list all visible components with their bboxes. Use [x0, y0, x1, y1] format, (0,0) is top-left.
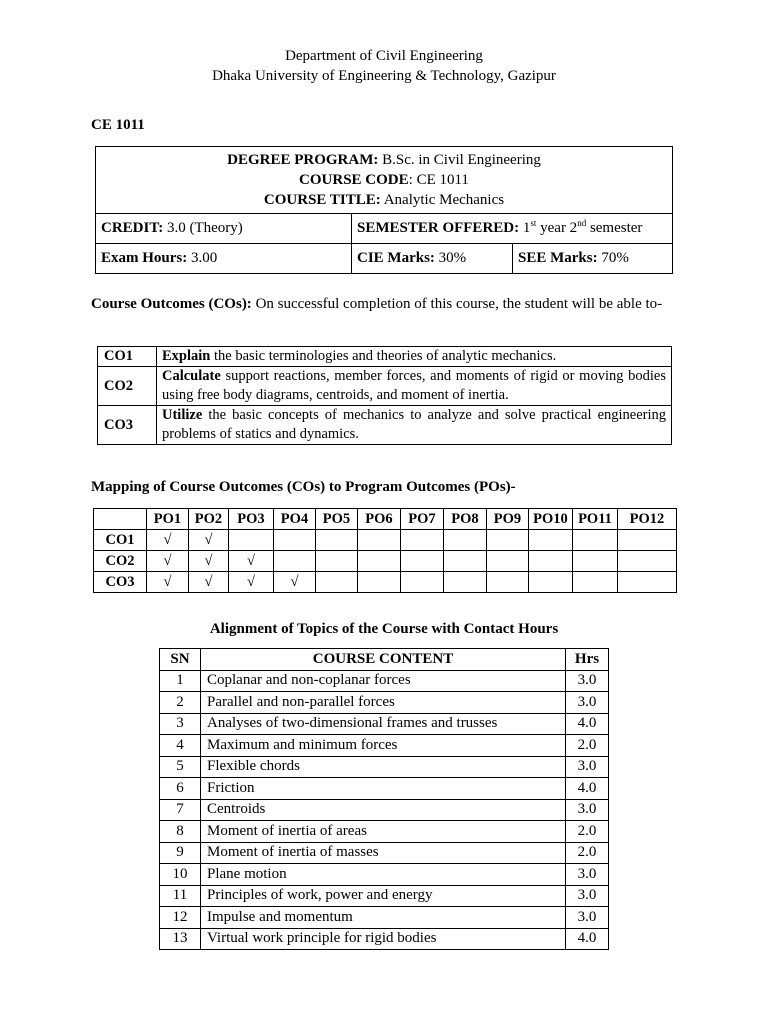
topic-sn: 8 [160, 821, 201, 843]
cie-value: 30% [438, 250, 467, 266]
topic-hours: 2.0 [566, 735, 609, 757]
mapping-cell: √ [147, 530, 189, 551]
mapping-cell: √ [229, 572, 274, 593]
topics-hours-table [159, 648, 609, 950]
co-po-mapping-table [93, 508, 677, 593]
mapping-cell [401, 572, 444, 593]
topic-content: Parallel and non-parallel forces [201, 692, 566, 714]
co-description [157, 367, 672, 406]
po-header: PO1 [147, 509, 189, 530]
semester-cell [352, 214, 673, 244]
po-header: PO2 [189, 509, 229, 530]
table-row [160, 670, 609, 692]
topic-hours: 3.0 [566, 907, 609, 929]
mapping-cell [316, 530, 358, 551]
topic-content: Moment of inertia of areas [201, 821, 566, 843]
mapping-corner-cell [94, 509, 147, 530]
mapping-cell: √ [189, 551, 229, 572]
mapping-cell [529, 572, 573, 593]
co-id: CO2 [98, 367, 157, 406]
mapping-cell [444, 572, 487, 593]
co-text: the basic concepts of mechanics to analyze and solve practical engineering problems of statics and dynamics. [162, 407, 667, 442]
topic-sn: 13 [160, 928, 201, 950]
topic-content: Principles of work, power and energy [201, 885, 566, 907]
mapping-cell: √ [274, 572, 316, 593]
course-code-heading: CE 1011 [91, 117, 145, 133]
topic-content: Coplanar and non-coplanar forces [201, 670, 566, 692]
po-header: PO10 [529, 509, 573, 530]
see-cell [513, 244, 673, 274]
mapping-cell [274, 530, 316, 551]
table-row [160, 928, 609, 950]
see-label: SEE Marks: [518, 250, 598, 266]
mapping-cell: √ [147, 551, 189, 572]
table-row [160, 756, 609, 778]
title-value: Analytic Mechanics [383, 192, 505, 208]
table-row [160, 799, 609, 821]
semester-label: SEMESTER OFFERED: [357, 220, 520, 236]
co-verb: Explain [162, 348, 211, 364]
po-header: PO6 [358, 509, 401, 530]
alignment-title: Alignment of Topics of the Course with Contact Hours [209, 621, 559, 637]
table-row [94, 530, 677, 551]
topic-sn: 3 [160, 713, 201, 735]
mapping-cell [618, 572, 677, 593]
mapping-cell [618, 551, 677, 572]
topic-hours: 3.0 [566, 799, 609, 821]
cie-label: CIE Marks: [357, 250, 435, 266]
po-header: PO7 [401, 509, 444, 530]
table-row [160, 735, 609, 757]
mapping-cell [618, 530, 677, 551]
topic-sn: 5 [160, 756, 201, 778]
course-info-header [96, 147, 673, 214]
topic-content: Impulse and momentum [201, 907, 566, 929]
code-label: COURSE CODE [299, 172, 409, 188]
mapping-cell: √ [189, 572, 229, 593]
mapping-co-id: CO2 [94, 551, 147, 572]
mapping-co-id: CO1 [94, 530, 147, 551]
po-header: PO3 [229, 509, 274, 530]
table-row [94, 551, 677, 572]
exam-value: 3.00 [191, 250, 218, 266]
semester-year-sup: st [530, 218, 537, 228]
table-row [94, 572, 677, 593]
topics-header-row [160, 649, 609, 671]
mapping-cell [529, 530, 573, 551]
topic-sn: 1 [160, 670, 201, 692]
mapping-cell: √ [189, 530, 229, 551]
topic-hours: 4.0 [566, 928, 609, 950]
topic-hours: 4.0 [566, 778, 609, 800]
semester-year-text: year 2 [540, 220, 578, 236]
topic-sn: 11 [160, 885, 201, 907]
university-heading: Dhaka University of Engineering & Technology, Gazipur [212, 68, 556, 84]
co-verb: Calculate [162, 368, 221, 384]
po-header: PO12 [618, 509, 677, 530]
mapping-cell [316, 572, 358, 593]
topic-hours: 3.0 [566, 864, 609, 886]
credit-cell [96, 214, 352, 244]
mapping-cell [573, 551, 618, 572]
cie-cell [352, 244, 513, 274]
topic-hours: 3.0 [566, 756, 609, 778]
credit-label: CREDIT: [101, 220, 164, 236]
topic-content: Analyses of two-dimensional frames and trusses [201, 713, 566, 735]
topic-sn: 2 [160, 692, 201, 714]
topic-hours: 3.0 [566, 692, 609, 714]
topic-content: Centroids [201, 799, 566, 821]
table-row [98, 367, 672, 406]
mapping-cell [573, 530, 618, 551]
topic-hours: 4.0 [566, 713, 609, 735]
topic-content: Friction [201, 778, 566, 800]
po-header: PO9 [487, 509, 529, 530]
table-row [160, 821, 609, 843]
co-intro-text: On successful completion of this course, the student will be able to- [255, 296, 663, 312]
mapping-cell [529, 551, 573, 572]
mapping-cell: √ [229, 551, 274, 572]
co-id: CO1 [98, 347, 157, 367]
po-header: PO5 [316, 509, 358, 530]
see-value: 70% [601, 250, 629, 266]
semester-sem-text: semester [589, 220, 643, 236]
mapping-cell [573, 572, 618, 593]
topic-hours: 3.0 [566, 885, 609, 907]
topic-sn: 9 [160, 842, 201, 864]
mapping-cell [401, 551, 444, 572]
course-outcomes-intro [91, 293, 676, 315]
mapping-cell [358, 572, 401, 593]
mapping-title: Mapping of Course Outcomes (COs) to Program Outcomes (POs)- [91, 479, 516, 495]
co-description [157, 406, 672, 445]
table-row [160, 885, 609, 907]
degree-label: DEGREE PROGRAM: [227, 152, 379, 168]
table-row [160, 778, 609, 800]
po-header: PO8 [444, 509, 487, 530]
topic-sn: 7 [160, 799, 201, 821]
mapping-cell [444, 551, 487, 572]
mapping-cell [358, 551, 401, 572]
co-id: CO3 [98, 406, 157, 445]
co-verb: Utilize [162, 407, 203, 423]
mapping-co-id: CO3 [94, 572, 147, 593]
co-intro-label: Course Outcomes (COs): [91, 296, 252, 312]
mapping-header-row [94, 509, 677, 530]
mapping-cell [229, 530, 274, 551]
table-row [160, 842, 609, 864]
content-header: COURSE CONTENT [201, 649, 566, 671]
department-heading: Department of Civil Engineering [285, 48, 483, 64]
topic-hours: 2.0 [566, 842, 609, 864]
mapping-cell [487, 572, 529, 593]
mapping-cell [401, 530, 444, 551]
degree-value: B.Sc. in Civil Engineering [382, 152, 541, 168]
mapping-cell [487, 530, 529, 551]
course-info-table [95, 146, 673, 274]
sn-header: SN [160, 649, 201, 671]
topic-content: Moment of inertia of masses [201, 842, 566, 864]
topic-sn: 12 [160, 907, 201, 929]
exam-hours-cell [96, 244, 352, 274]
po-header: PO11 [573, 509, 618, 530]
co-description [157, 347, 672, 367]
topic-hours: 3.0 [566, 670, 609, 692]
table-row [98, 406, 672, 445]
table-row [98, 347, 672, 367]
topic-content: Flexible chords [201, 756, 566, 778]
table-row [160, 692, 609, 714]
code-value: : CE 1011 [408, 172, 469, 188]
semester-sem-sup: nd [577, 218, 587, 228]
mapping-cell [444, 530, 487, 551]
topic-content: Plane motion [201, 864, 566, 886]
topic-sn: 4 [160, 735, 201, 757]
topic-sn: 10 [160, 864, 201, 886]
table-row [160, 713, 609, 735]
table-row [160, 864, 609, 886]
mapping-cell: √ [147, 572, 189, 593]
co-text: the basic terminologies and theories of analytic mechanics. [213, 348, 557, 364]
topic-content: Maximum and minimum forces [201, 735, 566, 757]
mapping-cell [358, 530, 401, 551]
hrs-header: Hrs [566, 649, 609, 671]
title-label: COURSE TITLE: [263, 192, 381, 208]
mapping-cell [274, 551, 316, 572]
table-row [160, 907, 609, 929]
mapping-cell [316, 551, 358, 572]
topic-sn: 6 [160, 778, 201, 800]
course-outcomes-table [97, 346, 672, 445]
po-header: PO4 [274, 509, 316, 530]
topic-content: Virtual work principle for rigid bodies [201, 928, 566, 950]
co-text: support reactions, member forces, and moments of rigid or moving bodies using free body diagrams, centroids, and moment of inertia. [162, 368, 666, 403]
semester-year-num: 1 [522, 220, 531, 236]
exam-label: Exam Hours: [101, 250, 188, 266]
credit-value: 3.0 (Theory) [166, 220, 243, 236]
mapping-cell [487, 551, 529, 572]
topic-hours: 2.0 [566, 821, 609, 843]
